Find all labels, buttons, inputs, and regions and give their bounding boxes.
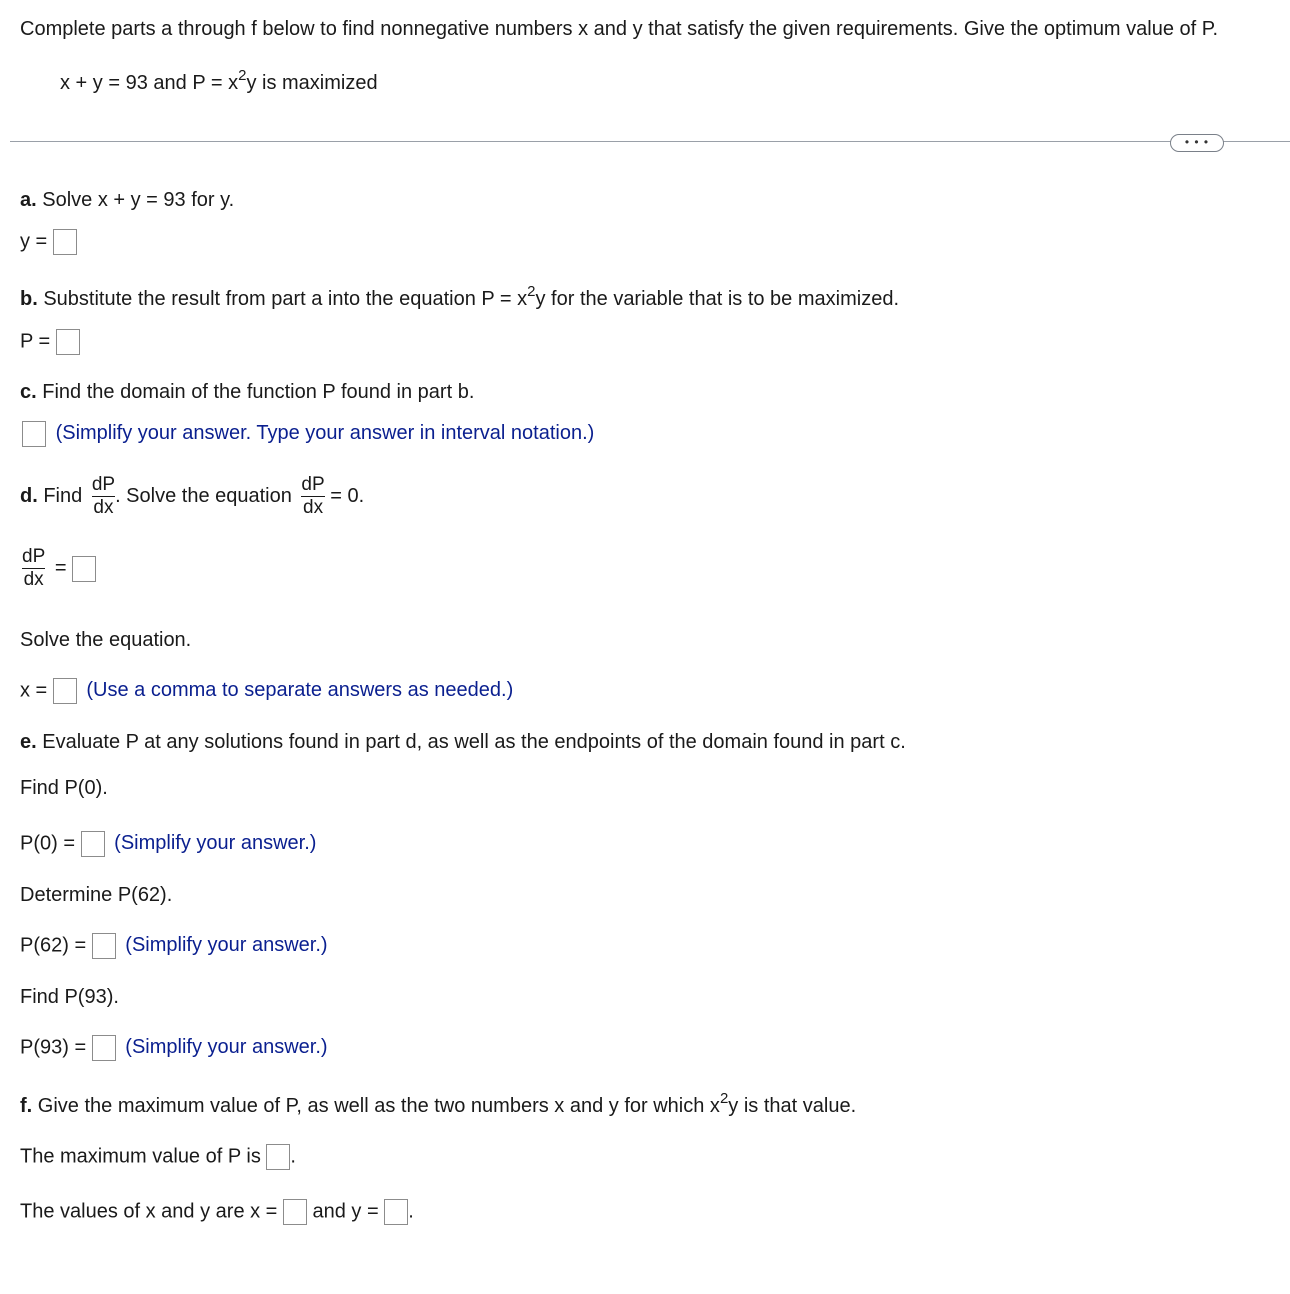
part-b-answer-row — [20, 329, 80, 355]
part-e-p62-row — [20, 933, 328, 959]
part-e-p0-prefix: P(0) = — [20, 832, 76, 855]
part-b-label: b. — [20, 288, 38, 310]
part-f-label: f. — [20, 1095, 33, 1117]
part-c-answer-input[interactable] — [22, 421, 46, 447]
part-a-prompt — [20, 189, 234, 212]
requirement-rhs: y is maximized — [246, 72, 378, 94]
part-f-max-input[interactable] — [266, 1144, 290, 1170]
part-d-eq-frac-den: dx — [303, 497, 324, 518]
part-d-frac-num: dP — [91, 474, 116, 495]
part-f-y-input[interactable] — [384, 1199, 408, 1225]
part-d-frac-den: dx — [93, 497, 114, 518]
part-e-p0-row — [20, 831, 316, 857]
part-f-text-before: Give the maximum value of P, as well as the two numbers x and y for which x — [32, 1095, 720, 1117]
part-c-answer-row — [22, 421, 594, 447]
part-d-eq-zero: = 0. — [330, 484, 365, 507]
part-d-solve-heading: Solve the equation. — [20, 629, 192, 651]
part-e-determine-p62: Determine P(62). — [20, 884, 173, 906]
part-d-label: d. — [20, 484, 38, 507]
part-f-max-prefix: The maximum value of P is — [20, 1145, 261, 1168]
part-e-p0-hint: (Simplify your answer.) — [114, 832, 317, 855]
part-f-end-period: . — [408, 1200, 414, 1223]
part-f-exponent: 2 — [719, 1090, 729, 1107]
part-b-answer-prefix: P = — [20, 330, 51, 353]
part-f-and-y: and y = — [312, 1200, 379, 1223]
part-a-answer-prefix: y = — [20, 230, 48, 253]
requirement-lhs: x + y = 93 and P = x — [60, 72, 239, 94]
part-e-p93-row — [20, 1035, 328, 1061]
part-f-prompt — [20, 1090, 857, 1118]
part-a-text: Solve x + y = 93 for y. — [36, 189, 235, 211]
part-d-eq-frac-num: dP — [301, 474, 325, 495]
part-d-find-text: Find — [37, 484, 83, 507]
part-d-derivative-answer-row — [22, 546, 96, 591]
part-d-x-prefix: x = — [20, 679, 48, 702]
part-d-x-input[interactable] — [53, 678, 77, 704]
part-e-find-p93: Find P(93). — [20, 986, 119, 1008]
part-b-text-before: Substitute the result from part a into the equation P = x — [37, 288, 528, 310]
part-c-label: c. — [20, 381, 37, 403]
part-d-prompt — [20, 474, 364, 519]
part-f-x-input[interactable] — [283, 1199, 307, 1225]
more-options-button[interactable]: • • • — [1170, 134, 1224, 152]
part-e-find-p0: Find P(0). — [20, 777, 108, 799]
problem-requirement — [60, 67, 378, 95]
part-f-text-after: y is that value. — [728, 1095, 857, 1117]
part-e-text: Evaluate P at any solutions found in part d, as well as the endpoints of the domain found in part c. — [36, 731, 906, 753]
part-e-p0-input[interactable] — [81, 831, 105, 857]
part-a-answer-row — [20, 229, 77, 255]
part-c-hint: (Simplify your answer. Type your answer in interval notation.) — [55, 422, 595, 445]
part-b-text-after: y for the variable that is to be maximized. — [535, 288, 899, 310]
part-e-p93-hint: (Simplify your answer.) — [125, 1036, 328, 1059]
part-e-p62-hint: (Simplify your answer.) — [125, 934, 328, 957]
part-d-equation-fraction — [301, 474, 324, 519]
part-b-answer-input[interactable] — [56, 329, 80, 355]
problem-instruction: Complete parts a through f below to find nonnegative numbers x and y that satisfy the given requirements. Give the optimum value of P. — [20, 18, 1219, 40]
part-d-answer-equals: = — [54, 556, 67, 579]
part-e-prompt — [20, 731, 906, 754]
part-f-xy-prefix: The values of x and y are x = — [20, 1200, 278, 1223]
part-d-answer-frac-num: dP — [22, 546, 46, 567]
section-divider — [10, 141, 1290, 142]
part-d-x-answer-row — [20, 678, 513, 704]
part-d-answer-fraction — [22, 546, 45, 591]
part-d-derivative-fraction — [92, 474, 115, 519]
part-e-label: e. — [20, 731, 37, 753]
part-d-derivative-input[interactable] — [72, 556, 96, 582]
part-a-answer-input[interactable] — [53, 229, 77, 255]
part-d-solve-text: . Solve the equation — [115, 484, 292, 507]
part-d-x-hint: (Use a comma to separate answers as needed.) — [86, 679, 514, 702]
part-c-text: Find the domain of the function P found in part b. — [36, 381, 475, 403]
part-e-p62-prefix: P(62) = — [20, 934, 87, 957]
part-f-max-row — [20, 1144, 296, 1170]
part-c-prompt — [20, 381, 474, 404]
requirement-exponent: 2 — [238, 67, 247, 84]
part-a-label: a. — [20, 189, 37, 211]
part-f-max-period: . — [290, 1145, 296, 1168]
part-b-prompt — [20, 283, 899, 311]
part-f-xy-row — [20, 1199, 414, 1225]
part-e-p93-input[interactable] — [92, 1035, 116, 1061]
part-b-exponent: 2 — [527, 283, 536, 300]
part-e-p93-prefix: P(93) = — [20, 1036, 87, 1059]
part-d-answer-frac-den: dx — [23, 569, 44, 590]
part-e-p62-input[interactable] — [92, 933, 116, 959]
